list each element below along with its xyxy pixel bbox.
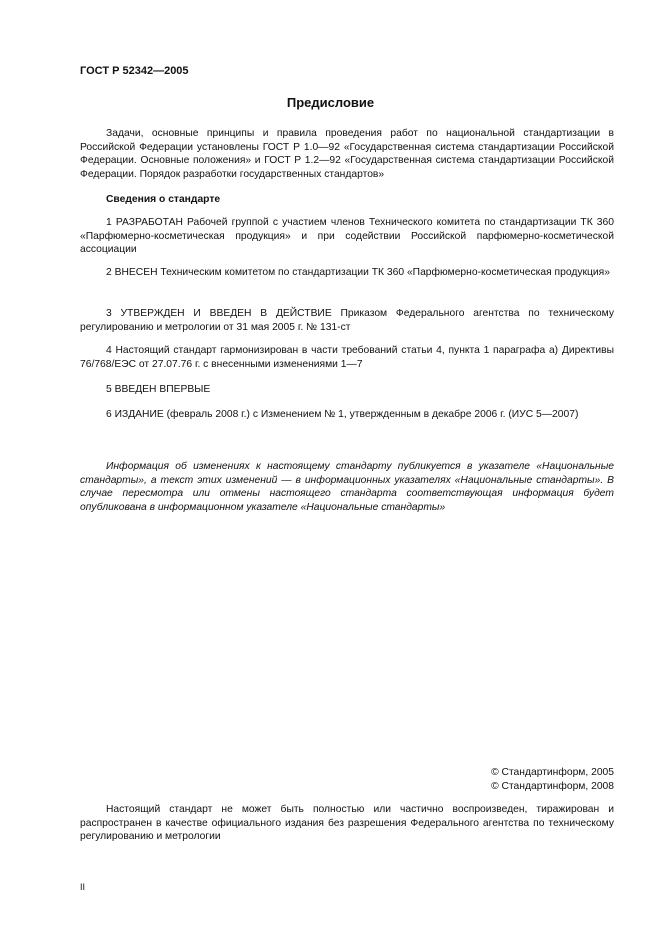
page-title: Предисловие bbox=[286, 95, 375, 110]
info-item-4: 4 Настоящий стандарт гармонизирован в части требований статьи 4, пункта 1 параграфа а) Директивы 76/768/ЕЭС от 27.07.76 г. с внесенными изменениями 1—7 bbox=[80, 345, 614, 370]
info-item-5: 5 ВВЕДЕН ВПЕРВЫЕ bbox=[106, 384, 211, 395]
intro-paragraph: Задачи, основные принципы и правила проведения работ по национальной стандартизации в Российской Федерации установлены ГОСТ Р 1.0—92 «Государственная система стандартизации Российской Федерации. Основные положения» и ГОСТ Р 1.2—92 «Государственная система стандартизации Российской Федерации. Порядок разработки государственных стандартов» bbox=[80, 128, 614, 180]
info-item-1: 1 РАЗРАБОТАН Рабочей группой с участием членов Технического комитета по стандартизации ТК 360 «Парфюмерно-косметическая продукция» и при содействии Российской парфюмерно-косметической ассоциации bbox=[80, 217, 614, 255]
copyright-2005: © Стандартинформ, 2005 bbox=[491, 767, 614, 778]
info-item-3: 3 УТВЕРЖДЕН И ВВЕДЕН В ДЕЙСТВИЕ Приказом Федерального агентства по техническому регулированию и метрологии от 31 мая 2005 г. № 131-ст bbox=[80, 308, 614, 333]
info-item-6: 6 ИЗДАНИЕ (февраль 2008 г.) с Изменением № 1, утвержденным в декабре 2006 г. (ИУС 5—2007) bbox=[106, 409, 579, 420]
standard-code: ГОСТ Р 52342—2005 bbox=[80, 65, 189, 77]
info-heading: Сведения о стандарте bbox=[106, 194, 221, 205]
legal-notice: Настоящий стандарт не может быть полностью или частично воспроизведен, тиражирован и распространен в качестве официального издания без разрешения Федерального агентства по техническому регулированию и метрологии bbox=[80, 804, 614, 842]
changes-notice: Информация об изменениях к настоящему стандарту публикуется в указателе «Национальные стандарты», а текст этих изменений — в информационных указателях «Национальные стандарты». В случае пересмотра или отмены настоящего стандарта соответствующая информация будет опубликована в информационном указателе «Национальные стандарты» bbox=[80, 461, 614, 513]
info-item-2: 2 ВНЕСЕН Техническим комитетом по стандартизации ТК 360 «Парфюмерно-косметическая продукция» bbox=[106, 267, 610, 278]
page-number: II bbox=[80, 882, 86, 892]
copyright-2008: © Стандартинформ, 2008 bbox=[491, 781, 614, 792]
